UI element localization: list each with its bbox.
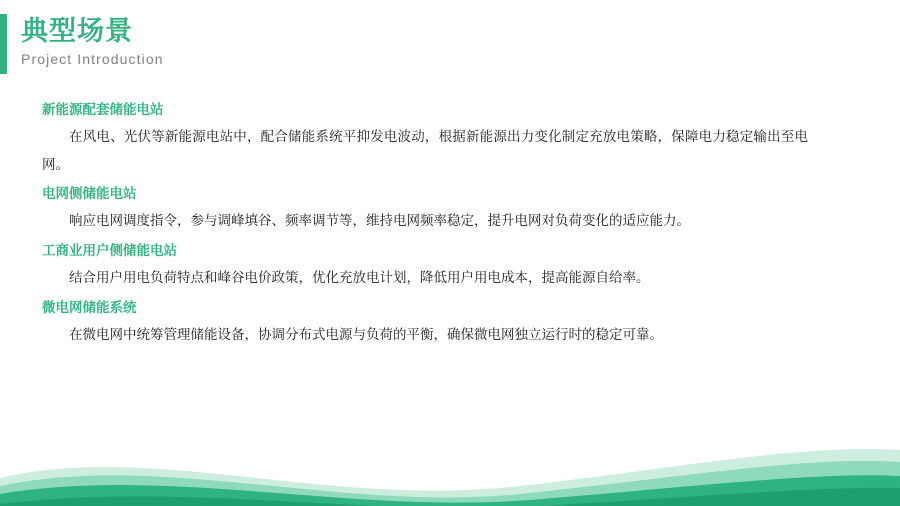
page-subtitle: Project Introduction — [21, 51, 164, 68]
accent-bar — [0, 14, 7, 74]
section-block — [42, 180, 808, 235]
section-block — [42, 237, 808, 292]
section-paragraph: 在微电网中统筹管理储能设备，协调分布式电源与负荷的平衡，确保微电网独立运行时的稳定可靠。 — [69, 326, 663, 342]
content-body — [42, 96, 808, 350]
section-heading: 微电网储能系统 — [42, 299, 137, 315]
header-text-group — [21, 14, 164, 67]
section-block — [42, 96, 808, 178]
section-block — [42, 294, 808, 349]
section-heading: 工商业用户侧储能电站 — [42, 243, 177, 259]
section-paragraph: 结合用户用电负荷特点和峰谷电价政策，优化充放电计划，降低用户用电成本，提高能源自给率。 — [69, 270, 650, 286]
section-heading: 新能源配套储能电站 — [42, 102, 164, 117]
section-heading: 电网侧储能电站 — [42, 186, 137, 202]
section-paragraph: 响应电网调度指令，参与调峰填谷、频率调节等，维持电网频率稳定，提升电网对负荷变化的适应能力。 — [69, 213, 690, 229]
page-title: 典型场景 — [21, 16, 133, 46]
footer-wave-decoration — [0, 416, 900, 506]
slide-header — [0, 14, 164, 74]
section-paragraph: 在风电、光伏等新能源电站中，配合储能系统平抑发电波动，根据新能源出力变化制定充放电策略，保障电力稳定输出至电网。 — [42, 129, 808, 172]
